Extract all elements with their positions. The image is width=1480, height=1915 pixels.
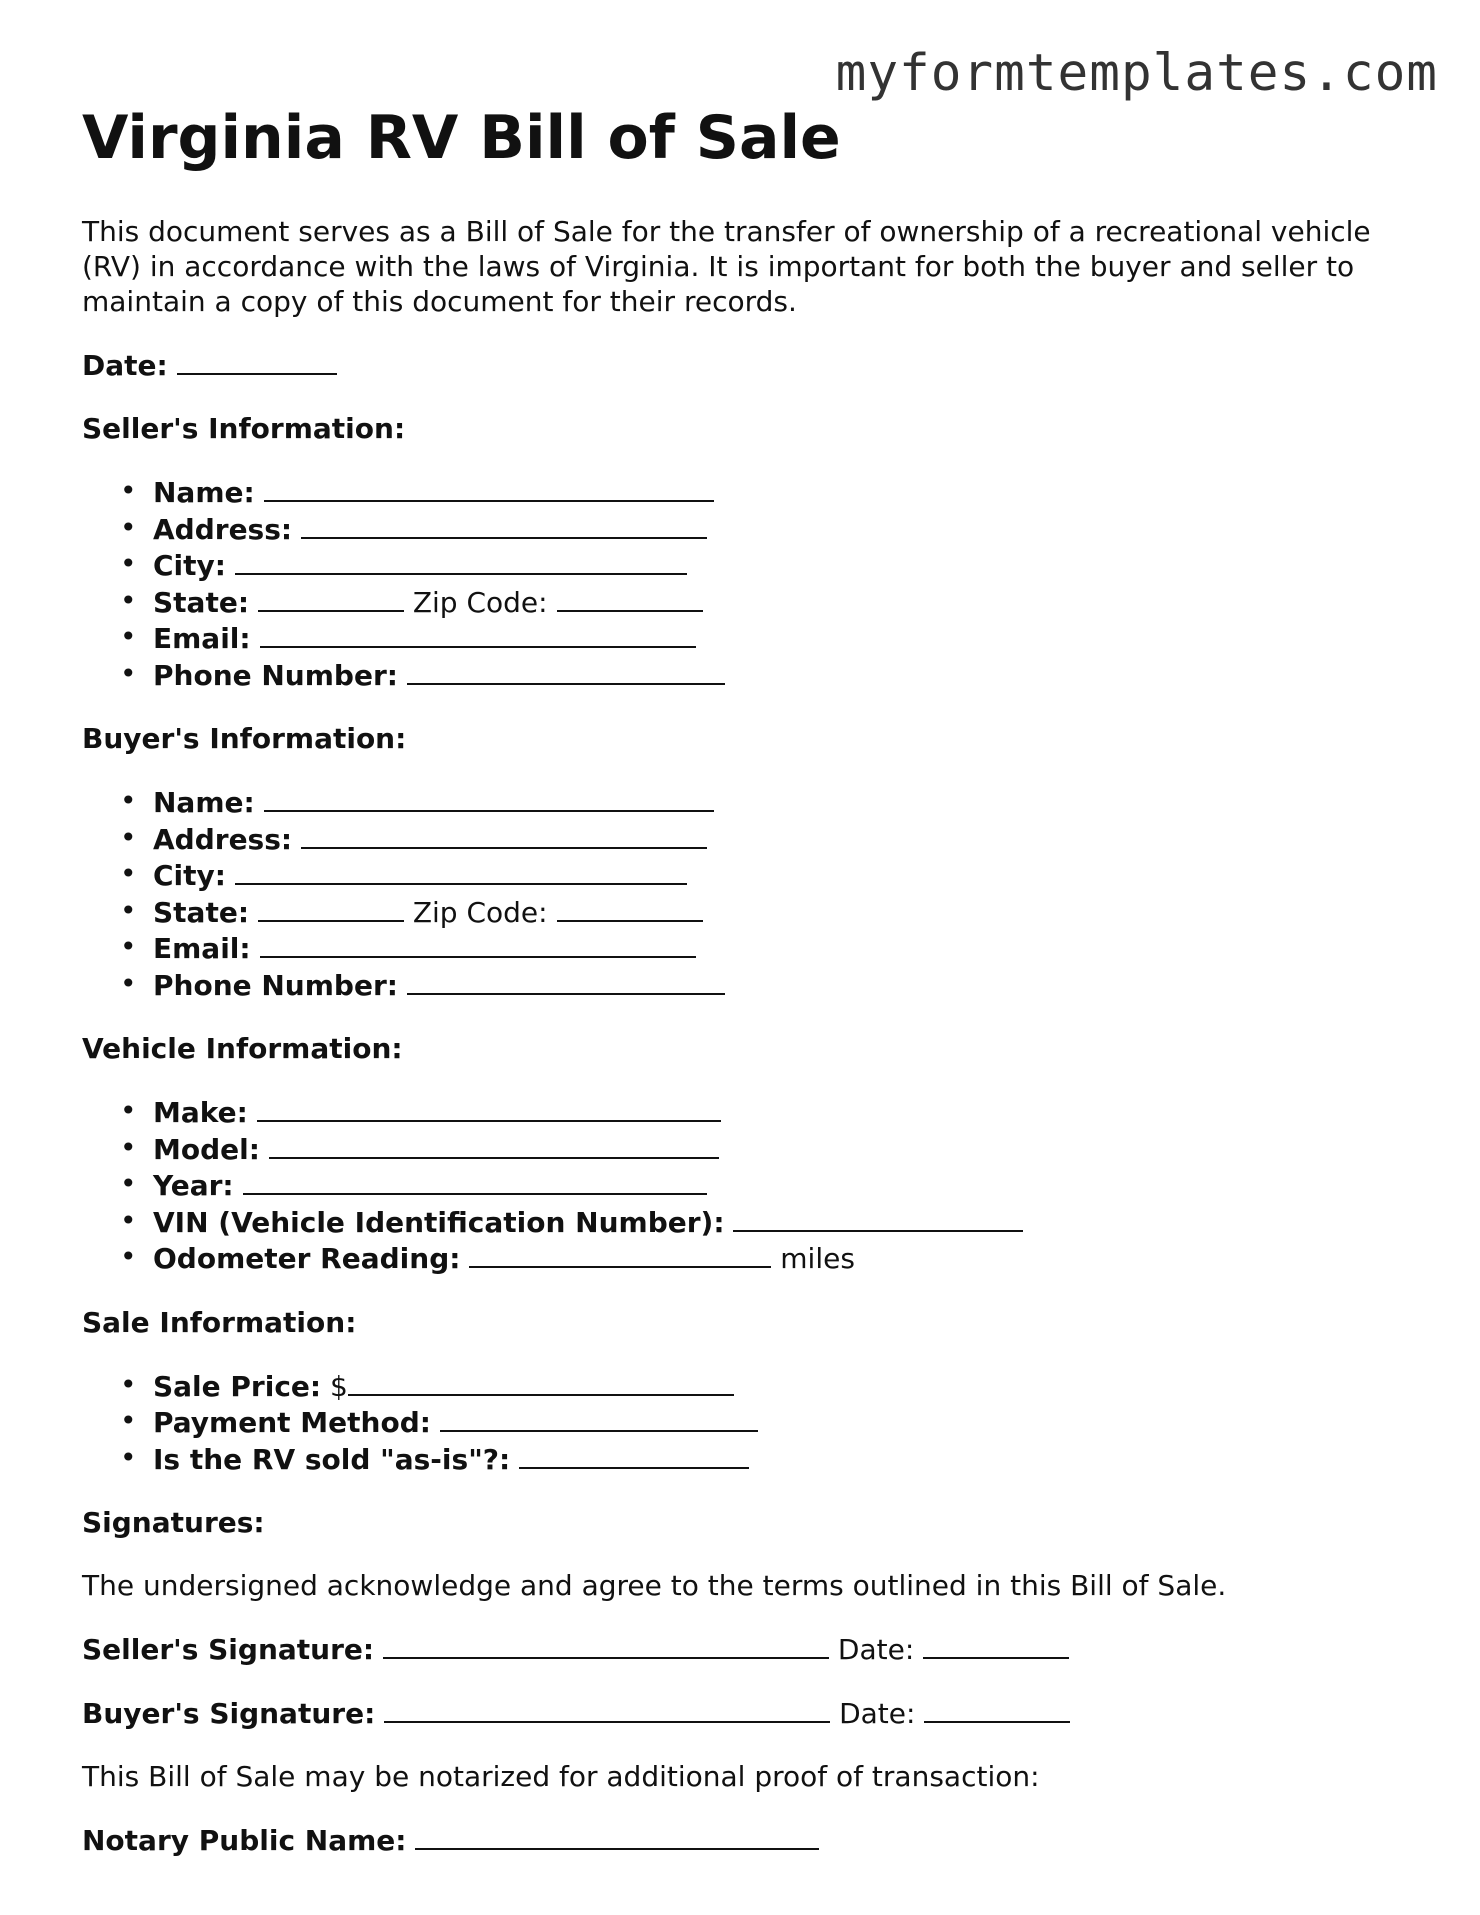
buyer-signature-row xyxy=(82,1695,1402,1731)
list-item: • Phone Number: xyxy=(82,657,1402,694)
watermark: myformtemplates.com xyxy=(835,44,1438,103)
buyer-heading: Buyer's Information: xyxy=(82,722,407,755)
notary-note: This Bill of Sale may be notarized for additional proof of transaction: xyxy=(82,1760,1040,1793)
list-item: • Name: xyxy=(82,474,1402,511)
seller-signature-date-label: Date: xyxy=(837,1633,915,1666)
seller-state-field[interactable] xyxy=(258,584,404,612)
seller-heading: Seller's Information: xyxy=(82,412,406,445)
sale-fields xyxy=(82,1368,1402,1478)
list-item: • Address: xyxy=(82,511,1402,548)
seller-state-label: State: xyxy=(153,585,250,619)
seller-phone-label: Phone Number: xyxy=(153,658,398,692)
vehicle-model-field[interactable] xyxy=(269,1131,719,1159)
currency-symbol: $ xyxy=(330,1369,348,1403)
list-item: • Make: xyxy=(82,1094,1402,1131)
buyer-name-label: Name: xyxy=(153,786,255,819)
seller-fields xyxy=(82,474,1402,693)
sale-heading: Sale Information: xyxy=(82,1305,357,1339)
buyer-phone-field[interactable] xyxy=(407,967,725,995)
seller-city-label: City: xyxy=(153,549,226,582)
buyer-email-field[interactable] xyxy=(260,930,696,958)
payment-method-field[interactable] xyxy=(440,1404,758,1432)
document-body xyxy=(82,102,1402,1858)
notary-name-label: Notary Public Name: xyxy=(82,1824,407,1857)
date-row xyxy=(82,347,1402,383)
buyer-address-label: Address: xyxy=(153,822,293,856)
vehicle-heading: Vehicle Information: xyxy=(82,1032,403,1065)
buyer-state-field[interactable] xyxy=(258,894,404,922)
date-field[interactable] xyxy=(177,347,337,375)
vehicle-year-field[interactable] xyxy=(243,1167,707,1195)
date-label: Date: xyxy=(82,349,168,382)
list-item: • Address: xyxy=(82,821,1402,858)
list-item: • State: Zip Code: xyxy=(82,894,1402,931)
buyer-address-field[interactable] xyxy=(301,821,707,849)
seller-city-field[interactable] xyxy=(235,547,687,575)
notary-name-field[interactable] xyxy=(415,1822,819,1850)
seller-email-label: Email: xyxy=(153,622,251,655)
seller-zip-field[interactable] xyxy=(557,584,703,612)
page-title: Virginia RV Bill of Sale xyxy=(82,103,841,173)
vehicle-year-label: Year: xyxy=(153,1169,234,1202)
list-item: • City: xyxy=(82,547,1402,584)
signatures-heading: Signatures: xyxy=(82,1506,265,1539)
buyer-email-label: Email: xyxy=(153,932,251,965)
vehicle-model-label: Model: xyxy=(153,1132,260,1166)
as-is-field[interactable] xyxy=(519,1441,749,1469)
list-item: • VIN (Vehicle Identification Number): xyxy=(82,1204,1402,1241)
buyer-zip-field[interactable] xyxy=(557,894,703,922)
list-item: • Phone Number: xyxy=(82,967,1402,1004)
sale-price-label: Sale Price: xyxy=(153,1369,322,1403)
vehicle-make-field[interactable] xyxy=(257,1094,721,1122)
buyer-name-field[interactable] xyxy=(264,784,714,812)
list-item: • Odometer Reading: miles xyxy=(120,1240,855,1275)
seller-name-label: Name: xyxy=(153,476,255,509)
seller-address-field[interactable] xyxy=(301,511,707,539)
notary-row xyxy=(82,1822,1402,1858)
list-item: • State: Zip Code: xyxy=(82,584,1402,621)
list-item: • Email: xyxy=(82,620,1402,657)
buyer-state-label: State: xyxy=(153,895,250,929)
vehicle-vin-field[interactable] xyxy=(733,1204,1023,1232)
intro-paragraph: This document serves as a Bill of Sale for the transfer of ownership of a recreational vehicle (RV) in accordance with the laws of Virginia. It is important for both the buyer and seller to maintain a copy of this document for their records. xyxy=(82,215,1371,318)
list-item: • City: xyxy=(82,857,1402,894)
list-item: • Email: xyxy=(82,930,1402,967)
list-item: • Model: xyxy=(82,1131,1402,1168)
buyer-signature-date-label: Date: xyxy=(839,1697,916,1730)
seller-address-label: Address: xyxy=(153,512,293,546)
list-item: • Payment Method: xyxy=(82,1404,1402,1441)
list-item: • Is the RV sold "as-is"?: xyxy=(82,1441,1402,1478)
signatures-statement: The undersigned acknowledge and agree to the terms outlined in this Bill of Sale. xyxy=(82,1569,1227,1602)
seller-signature-row xyxy=(82,1631,1402,1667)
buyer-signature-label: Buyer's Signature: xyxy=(82,1697,376,1730)
sale-price-field[interactable] xyxy=(348,1368,734,1396)
list-item: • Name: xyxy=(82,784,1402,821)
list-item: • Sale Price: $ xyxy=(82,1368,1402,1405)
vehicle-odometer-label: Odometer Reading: xyxy=(153,1242,461,1275)
seller-email-field[interactable] xyxy=(260,620,696,648)
vehicle-make-label: Make: xyxy=(153,1096,248,1129)
as-is-label: Is the RV sold "as-is"?: xyxy=(153,1442,511,1476)
vehicle-fields xyxy=(82,1094,1402,1277)
seller-signature-date-field[interactable] xyxy=(923,1631,1069,1659)
buyer-phone-label: Phone Number: xyxy=(153,968,398,1002)
vehicle-miles-unit: miles xyxy=(780,1242,855,1275)
buyer-signature-date-field[interactable] xyxy=(924,1695,1070,1723)
buyer-city-label: City: xyxy=(153,859,226,892)
seller-signature-field[interactable] xyxy=(383,1631,829,1659)
buyer-signature-field[interactable] xyxy=(384,1695,830,1723)
seller-phone-field[interactable] xyxy=(407,657,725,685)
vehicle-odometer-field[interactable] xyxy=(469,1240,771,1268)
seller-name-field[interactable] xyxy=(264,474,714,502)
buyer-fields xyxy=(82,784,1402,1003)
payment-method-label: Payment Method: xyxy=(153,1406,431,1439)
seller-signature-label: Seller's Signature: xyxy=(82,1633,375,1666)
buyer-city-field[interactable] xyxy=(235,857,687,885)
list-item: • Year: xyxy=(82,1167,1402,1204)
vehicle-vin-label: VIN (Vehicle Identification Number): xyxy=(153,1205,725,1239)
seller-zip-label: Zip Code: xyxy=(412,585,548,619)
buyer-zip-label: Zip Code: xyxy=(412,895,548,929)
